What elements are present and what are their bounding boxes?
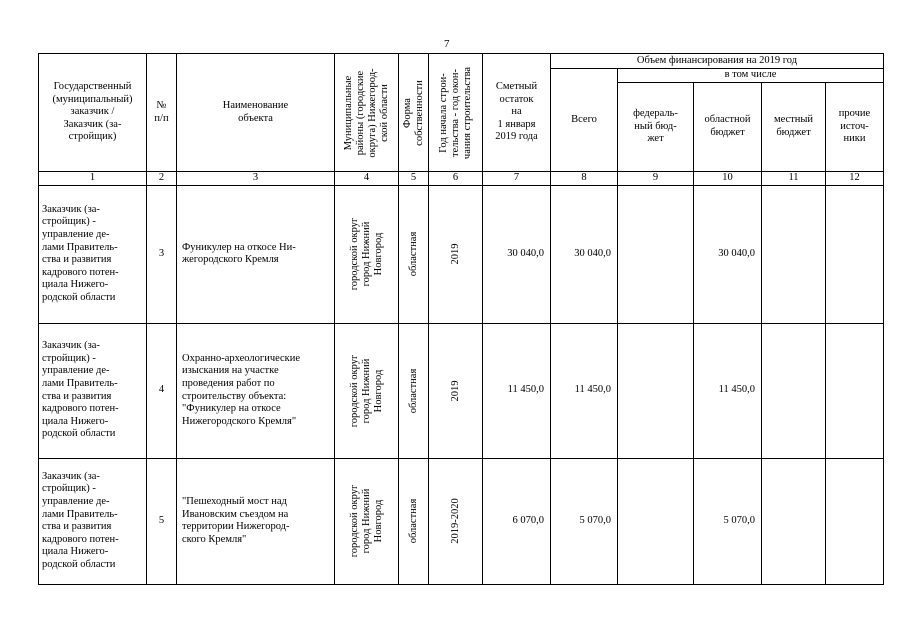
header-object-name: Наименование объекта bbox=[177, 54, 335, 172]
cell-other bbox=[826, 458, 884, 584]
cell-district-text: городской округ город Нижний Новгород bbox=[348, 354, 384, 427]
cell-years-text: 2019-2020 bbox=[449, 498, 461, 544]
cell-total: 5 070,0 bbox=[551, 458, 618, 584]
cell-ownership-text: областная bbox=[407, 368, 419, 413]
cell-local bbox=[762, 185, 826, 323]
cell-regional: 11 450,0 bbox=[694, 323, 762, 458]
cell-district bbox=[335, 185, 399, 323]
cell-federal bbox=[618, 323, 694, 458]
cell-object-name: "Пешеходный мост над Ивановским съездом на территории Нижегород- ского Кремля" bbox=[177, 458, 335, 584]
table-row bbox=[39, 458, 884, 584]
cell-years-text: 2019 bbox=[449, 243, 461, 265]
cell-ownership bbox=[399, 323, 429, 458]
header-years bbox=[429, 54, 483, 172]
page-number: 7 bbox=[444, 38, 450, 50]
cell-object-name: Фуникулер на откосе Ни- жегородского Кремля bbox=[177, 185, 335, 323]
column-number: 11 bbox=[762, 172, 826, 186]
cell-customer: Заказчик (за- стройщик) - управление де- лами Правитель- ства и развития кадрового потен- циала Нижего- родской области bbox=[39, 323, 147, 458]
column-numbers-row bbox=[39, 172, 884, 186]
column-number: 8 bbox=[551, 172, 618, 186]
cell-customer: Заказчик (за- стройщик) - управление де- лами Правитель- ства и развития кадрового потен- циала Нижего- родской области bbox=[39, 458, 147, 584]
cell-balance: 11 450,0 bbox=[483, 323, 551, 458]
column-number: 5 bbox=[399, 172, 429, 186]
header-row-1 bbox=[39, 54, 884, 69]
column-number: 7 bbox=[483, 172, 551, 186]
header-funding: Объем финансирования на 2019 год bbox=[551, 54, 884, 69]
header-total: Всего bbox=[551, 69, 618, 172]
header-district-text: Муниципальные районы (городские округа) Нижегород- ской области bbox=[342, 67, 390, 158]
cell-total: 30 040,0 bbox=[551, 185, 618, 323]
cell-federal bbox=[618, 185, 694, 323]
cell-years bbox=[429, 323, 483, 458]
header-district bbox=[335, 54, 399, 172]
cell-district bbox=[335, 458, 399, 584]
cell-num: 3 bbox=[147, 185, 177, 323]
cell-regional: 30 040,0 bbox=[694, 185, 762, 323]
cell-object-name: Охранно-археологические изыскания на участке проведения работ по строительству объекта: "Фуникулер на откосе Нижегородского Кремля" bbox=[177, 323, 335, 458]
cell-years-text: 2019 bbox=[449, 380, 461, 402]
header-ownership bbox=[399, 54, 429, 172]
cell-local bbox=[762, 323, 826, 458]
cell-local bbox=[762, 458, 826, 584]
cell-district-text: городской округ город Нижний Новгород bbox=[348, 484, 384, 558]
funding-table bbox=[38, 53, 884, 585]
cell-ownership bbox=[399, 458, 429, 584]
header-customer: Государственный (муниципальный) заказчик / Заказчик (за- стройщик) bbox=[39, 54, 147, 172]
table-row bbox=[39, 185, 884, 323]
column-number: 6 bbox=[429, 172, 483, 186]
cell-num: 5 bbox=[147, 458, 177, 584]
header-including: в том числе bbox=[618, 69, 884, 83]
cell-total: 11 450,0 bbox=[551, 323, 618, 458]
cell-num: 4 bbox=[147, 323, 177, 458]
header-balance: Сметный остаток на 1 января 2019 года bbox=[483, 54, 551, 172]
column-number: 9 bbox=[618, 172, 694, 186]
cell-federal bbox=[618, 458, 694, 584]
table-row bbox=[39, 323, 884, 458]
column-number: 1 bbox=[39, 172, 147, 186]
cell-other bbox=[826, 185, 884, 323]
header-years-text: Год начала строи- тельства - год окон- чания строительства bbox=[437, 66, 473, 159]
cell-district-text: городской округ город Нижний Новгород bbox=[348, 217, 384, 291]
header-federal: федераль- ный бюд- жет bbox=[618, 83, 694, 172]
cell-ownership-text: областная bbox=[407, 498, 419, 544]
cell-regional: 5 070,0 bbox=[694, 458, 762, 584]
cell-balance: 6 070,0 bbox=[483, 458, 551, 584]
header-num: № п/п bbox=[147, 54, 177, 172]
cell-balance: 30 040,0 bbox=[483, 185, 551, 323]
header-local: местный бюджет bbox=[762, 83, 826, 172]
column-number: 12 bbox=[826, 172, 884, 186]
column-number: 10 bbox=[694, 172, 762, 186]
column-number: 3 bbox=[177, 172, 335, 186]
cell-customer: Заказчик (за- стройщик) - управление де- лами Правитель- ства и развития кадрового потен- циала Нижего- родской области bbox=[39, 185, 147, 323]
cell-other bbox=[826, 323, 884, 458]
header-other: прочие источ- ники bbox=[826, 83, 884, 172]
header-ownership-text: Форма собственности bbox=[401, 79, 425, 146]
column-number: 2 bbox=[147, 172, 177, 186]
cell-years bbox=[429, 185, 483, 323]
column-number: 4 bbox=[335, 172, 399, 186]
cell-ownership bbox=[399, 185, 429, 323]
header-regional: областной бюджет bbox=[694, 83, 762, 172]
cell-ownership-text: областная bbox=[407, 231, 419, 277]
cell-years bbox=[429, 458, 483, 584]
cell-district bbox=[335, 323, 399, 458]
